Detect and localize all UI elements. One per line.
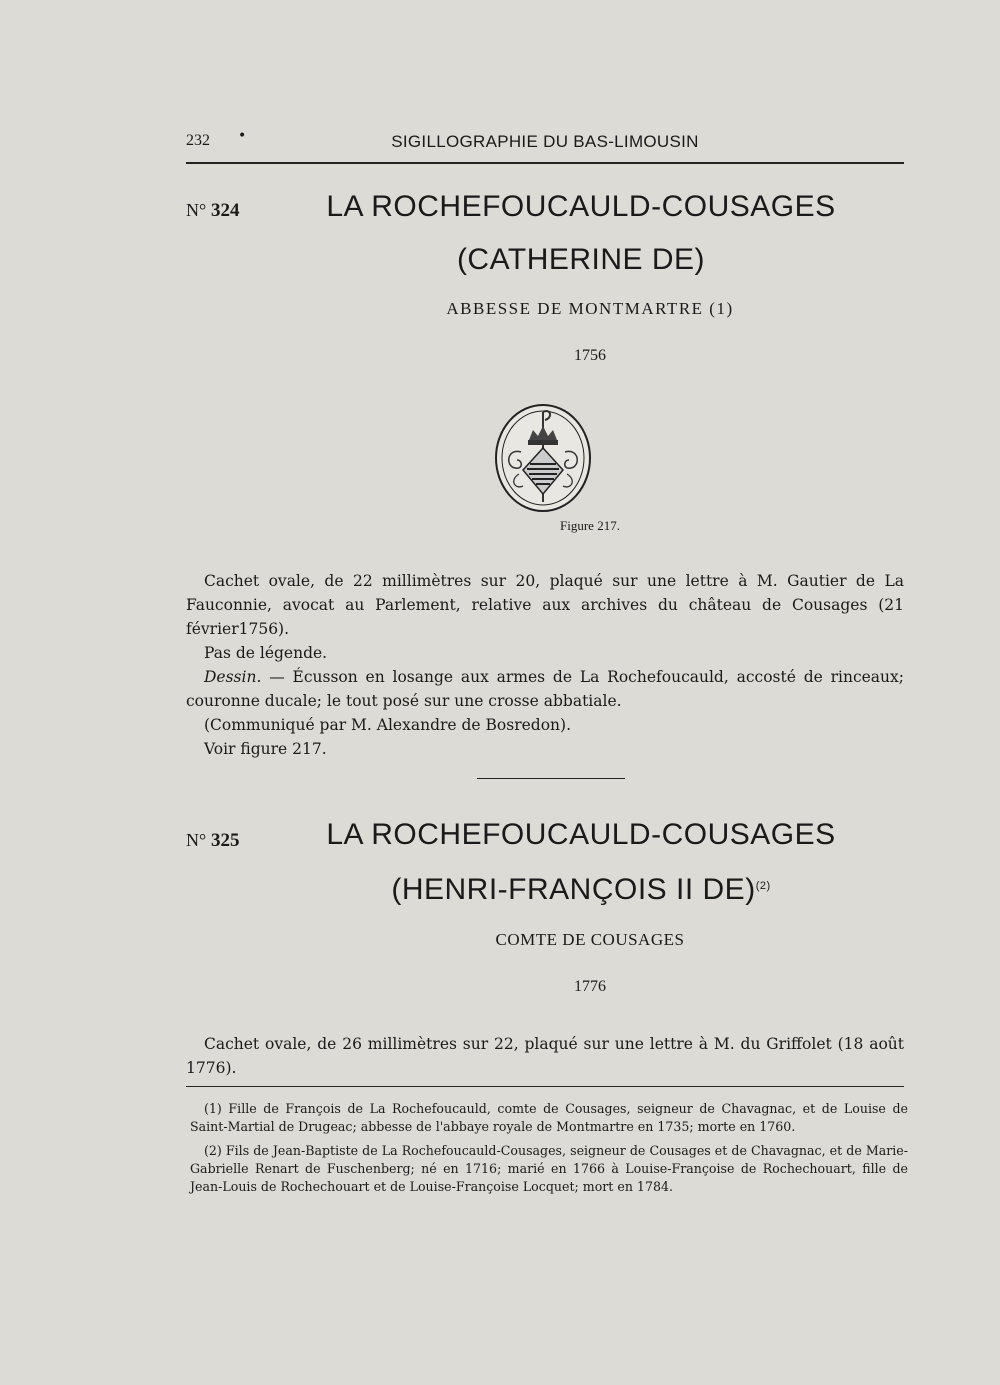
running-header — [186, 128, 904, 156]
entry-number-prefix: N° — [186, 830, 207, 850]
entry-number-value: 324 — [210, 200, 240, 221]
header-rule — [186, 162, 904, 164]
footnote-rule — [186, 1086, 904, 1087]
entry-subtitle-325: COMTE DE COUSAGES — [495, 930, 685, 949]
entry-title-324-line1: LA ROCHEFOUCAULD-COUSAGES — [326, 190, 836, 223]
figure-caption-217: Figure 217. — [560, 518, 620, 533]
dessin-text: — Écusson en losange aux armes de La Rochefoucauld, accosté de rinceaux; couronne ducale; le tout posé sur une crosse abbatiale. — [186, 668, 904, 710]
entry-title-324-line2: (CATHERINE DE) — [456, 243, 706, 276]
header-dot: • — [238, 128, 247, 144]
body-paragraph: Voir figure 217. — [204, 740, 327, 758]
footnote-1: (1) Fille de François de La Rochefoucauld, comte de Cousages, seigneur de Chavagnac, et de Louise de Saint-Martial de Drugeac; abbesse de l'abbaye royale de Montmartre en 1735; morte en 1760. — [190, 1101, 908, 1134]
entry-body-325 — [186, 1032, 904, 1080]
body-paragraph — [186, 665, 904, 713]
dessin-label: Dessin. — [204, 668, 262, 686]
footnote-ref-2: (2) — [755, 880, 771, 892]
footnotes — [190, 1100, 908, 1202]
entry-subtitle-324: ABBESSE DE MONTMARTRE (1) — [446, 299, 734, 318]
entry-year-325: 1776 — [574, 978, 606, 995]
seal-figure-image — [493, 402, 593, 514]
body-paragraph: Cachet ovale, de 26 millimètres sur 22, plaqué sur une lettre à M. du Griffolet (18 août 1776). — [186, 1035, 904, 1077]
entry-number-prefix: N° — [186, 200, 207, 220]
footnote-2: (2) Fils de Jean-Baptiste de La Rochefoucauld-Cousages, seigneur de Cousages et de Chavagnac, et de Marie-Gabrielle Renart de Fuschenberg; né en 1716; marié en 1766 à Louise-Françoise de Rochechouart, fille de Jean-Louis de Rochechouart et de Louise-Françoise Locquet; mort en 1784. — [190, 1143, 908, 1194]
body-paragraph: (Communiqué par M. Alexandre de Bosredon). — [204, 716, 571, 734]
entry-title-325-line1: LA ROCHEFOUCAULD-COUSAGES — [326, 818, 836, 851]
entry-year-324: 1756 — [574, 347, 606, 364]
entry-body-324 — [186, 569, 904, 761]
body-paragraph: Cachet ovale, de 22 millimètres sur 20, plaqué sur une lettre à M. Gautier de La Fauconnie, avocat au Parlement, relative aux archives du château de Cousages (21 février1756). — [186, 572, 904, 638]
running-title: SIGILLOGRAPHIE DU BAS-LIMOUSIN — [391, 132, 699, 151]
entry-title-325-text: (HENRI-FRANÇOIS II DE) — [391, 873, 756, 906]
page-number: 232 — [186, 132, 210, 149]
section-divider — [477, 778, 625, 779]
body-paragraph: Pas de légende. — [204, 644, 328, 662]
entry-title-325-line2 — [186, 873, 904, 907]
entry-number-value: 325 — [210, 830, 240, 851]
